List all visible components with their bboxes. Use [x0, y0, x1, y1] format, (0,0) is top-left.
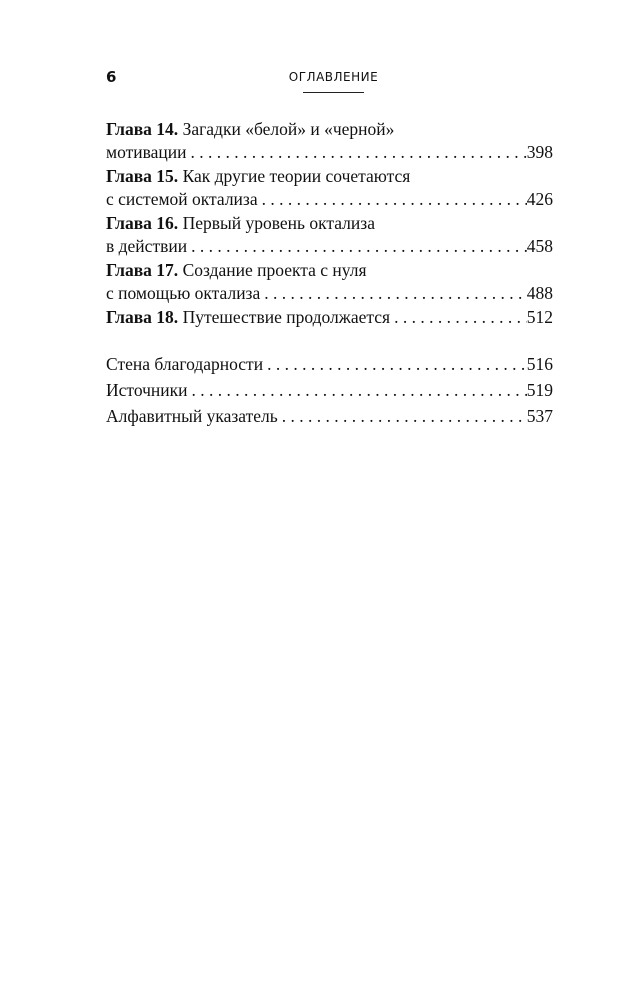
toc-entry-chapter-15[interactable] — [106, 165, 553, 211]
back-matter-title: Алфавитный указатель — [106, 406, 278, 426]
dot-leader — [187, 141, 527, 164]
page-ref: 458 — [526, 236, 553, 256]
chapter-title-line2: с системой октализа — [106, 189, 258, 209]
chapter-title-line2: в действии — [106, 236, 188, 256]
running-head: ОГЛАВЛЕНИЕ — [288, 70, 379, 84]
dot-leader — [187, 235, 527, 258]
page-number: 6 — [106, 68, 117, 86]
page-ref: 398 — [526, 142, 553, 162]
dot-leader — [263, 353, 527, 376]
dot-leader — [258, 188, 527, 211]
toc-entry-chapter-16[interactable] — [106, 212, 553, 258]
section-gap — [106, 329, 553, 353]
dot-leader — [390, 306, 527, 329]
chapter-label: Глава 14. — [106, 119, 179, 139]
chapter-title-line2: мотивации — [106, 142, 187, 162]
chapter-title-line1: Загадки «белой» и «черной» — [182, 119, 395, 139]
page-ref: 537 — [526, 406, 553, 426]
chapter-label: Глава 16. — [106, 213, 179, 233]
dot-leader — [278, 405, 527, 428]
chapter-label: Глава 18. — [106, 307, 179, 327]
page-ref: 516 — [526, 354, 553, 374]
chapter-title-line1: Первый уровень октализа — [182, 213, 375, 233]
dot-leader — [188, 379, 527, 402]
dot-leader — [260, 282, 527, 305]
chapter-title-line1: Создание проекта с нуля — [182, 260, 367, 280]
table-of-contents — [106, 118, 553, 431]
back-matter-title: Источники — [106, 380, 188, 400]
running-head-rule — [303, 92, 364, 93]
chapter-title-line1: Как другие теории сочетаются — [182, 166, 411, 186]
toc-entry-index[interactable] — [106, 405, 553, 431]
chapter-label: Глава 15. — [106, 166, 179, 186]
chapter-title-line1: Путешествие продолжается — [182, 307, 391, 327]
page-ref: 488 — [526, 283, 553, 303]
toc-entry-acknowledgements[interactable] — [106, 353, 553, 379]
back-matter-title: Стена благодарности — [106, 354, 264, 374]
toc-entry-chapter-18[interactable] — [106, 306, 553, 329]
chapter-title-line2: с помощью октализа — [106, 283, 261, 303]
page-ref: 519 — [526, 380, 553, 400]
chapter-label: Глава 17. — [106, 260, 179, 280]
toc-entry-chapter-14[interactable] — [106, 118, 553, 164]
toc-entry-chapter-17[interactable] — [106, 259, 553, 305]
page-ref: 512 — [526, 307, 553, 327]
toc-entry-sources[interactable] — [106, 379, 553, 405]
page-ref: 426 — [526, 189, 553, 209]
